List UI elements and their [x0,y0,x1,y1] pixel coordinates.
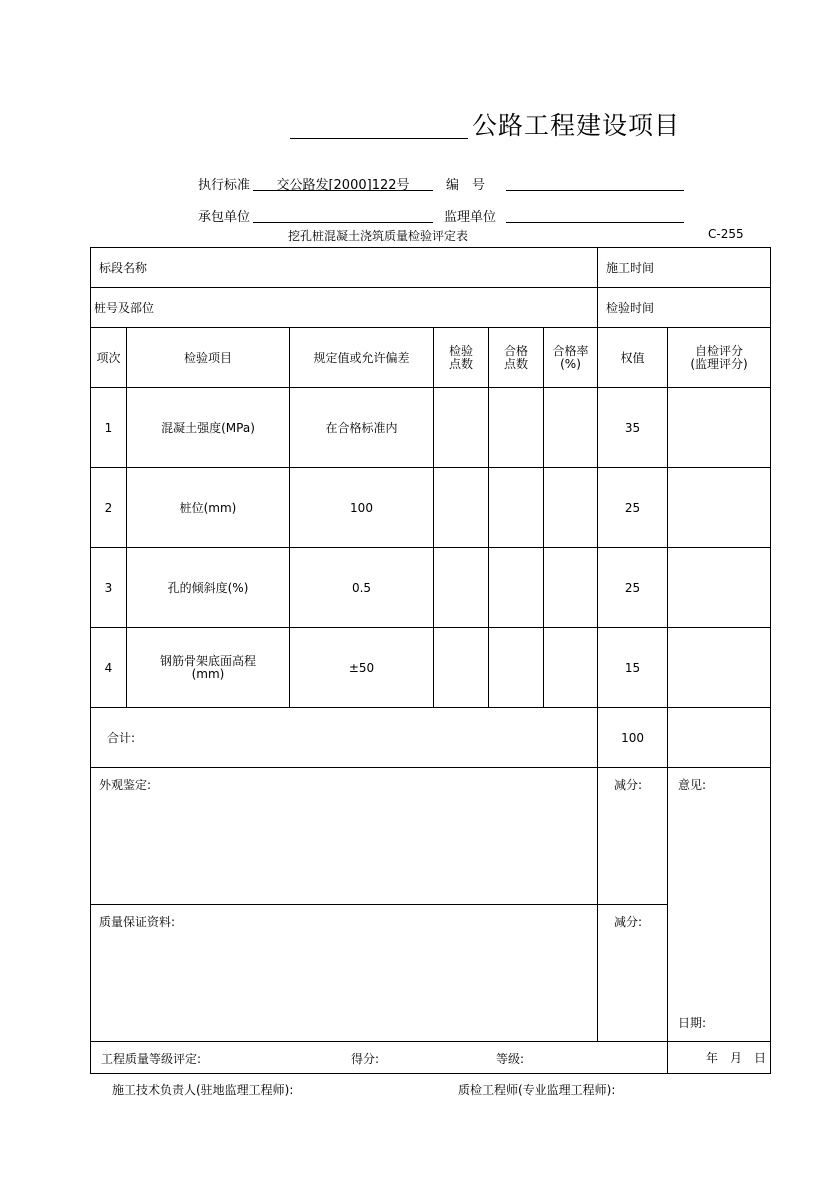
grade-row [91,1042,771,1074]
col-check-points [434,328,489,388]
inspection-time-cell[interactable] [598,288,771,328]
row-item: 混凝土强度(MPa) [127,388,290,468]
col-item-no: 项次 [91,328,127,388]
contractor-label: 承包单位 [198,210,251,225]
quality-docs-label: 质量保证资料: [99,915,176,929]
appearance-cell[interactable] [91,768,598,905]
pile-cell[interactable] [91,288,598,328]
row-pass-rate-cell[interactable] [544,548,598,628]
col-inspection-item: 检验项目 [127,328,290,388]
pile-row [91,288,771,328]
table-row [91,548,771,628]
col-pass-rate [544,328,598,388]
row-pass-rate-cell[interactable] [544,388,598,468]
row-no: 3 [91,548,127,628]
grade-label: 等级: [496,1052,525,1066]
row-item: 桩位(mm) [127,468,290,548]
date-label: 日期: [678,1016,707,1030]
section-row [91,248,771,288]
column-header-row [91,328,771,388]
row-check-points-cell[interactable] [434,388,489,468]
row-pass-points-cell[interactable] [489,548,544,628]
quality-docs-cell[interactable] [91,905,598,1042]
col-pass-rate-line2: (%) [560,356,581,371]
col-self-score-line2: (监理评分) [690,356,748,371]
row-item-line1: 钢筋骨架底面高程 [159,653,256,668]
row-self-score-cell[interactable] [668,628,771,708]
row-check-points-cell[interactable] [434,628,489,708]
row-no: 4 [91,628,127,708]
row-weight: 15 [598,628,668,708]
col-self-score-line1: 自检评分 [695,343,744,358]
title-area [0,104,838,144]
pile-label: 桩号及部位 [94,301,155,315]
col-pass-points-line2: 点数 [503,356,528,371]
row-weight: 35 [598,388,668,468]
supervisor-field[interactable] [506,222,684,223]
opinion-cell[interactable] [668,768,771,1042]
inspection-time-label: 检验时间 [606,301,655,315]
ymd-cell[interactable] [668,1042,771,1074]
row-pass-points-cell[interactable] [489,628,544,708]
ymd-label: 年 月 日 [706,1051,767,1065]
row-check-points-cell[interactable] [434,548,489,628]
total-score-cell[interactable] [668,708,771,768]
opinion-label: 意见: [678,778,707,792]
row-weight: 25 [598,548,668,628]
col-check-points-line1: 检验 [448,343,473,358]
total-row [91,708,771,768]
row-self-score-cell[interactable] [668,388,771,468]
grade-eval-label: 工程质量等级评定: [101,1052,202,1066]
row-no: 1 [91,388,127,468]
form-code: C-255 [708,227,744,241]
row-self-score-cell[interactable] [668,548,771,628]
row-weight: 25 [598,468,668,548]
inspection-table [90,247,771,1074]
appearance-label: 外观鉴定: [99,778,152,792]
total-label-cell [91,708,598,768]
total-weight: 100 [598,708,668,768]
row-item-line2: (mm) [191,666,225,681]
row-spec: 100 [290,468,434,548]
exec-std-label: 执行标准 [198,178,251,193]
table-row [91,628,771,708]
total-label: 合计: [107,731,136,745]
row-no: 2 [91,468,127,548]
contractor-field[interactable] [253,222,433,223]
deduct-cell-1[interactable] [598,768,668,905]
row-pass-points-cell[interactable] [489,468,544,548]
project-name-blank[interactable] [290,138,468,139]
form-title: 挖孔桩混凝土浇筑质量检验评定表 [288,229,469,243]
qc-engineer-signature: 质检工程师(专业监理工程师): [458,1083,616,1097]
table-row [91,388,771,468]
row-item [127,628,290,708]
table-row [91,468,771,548]
row-spec: 在合格标准内 [290,388,434,468]
col-pass-points [489,328,544,388]
grade-eval-cell[interactable] [91,1042,668,1074]
row-spec: ±50 [290,628,434,708]
row-spec: 0.5 [290,548,434,628]
score-label: 得分: [351,1052,380,1066]
exec-std-value: 交公路发[2000]122号 [276,178,410,193]
number-field[interactable] [506,190,684,191]
appearance-row [91,768,771,905]
row-pass-rate-cell[interactable] [544,468,598,548]
deduct-label-1: 减分: [614,778,643,792]
number-label: 编 号 [446,178,486,193]
row-pass-points-cell[interactable] [489,388,544,468]
tech-lead-signature: 施工技术负责人(驻地监理工程师): [112,1083,294,1097]
deduct-label-2: 减分: [614,915,643,929]
col-pass-rate-line1: 合格率 [552,343,589,358]
construction-time-label: 施工时间 [606,261,655,275]
supervisor-label: 监理单位 [444,210,497,225]
col-pass-points-line1: 合格 [503,343,528,358]
col-weight: 权值 [598,328,668,388]
construction-time-cell[interactable] [598,248,771,288]
col-check-points-line2: 点数 [448,356,473,371]
row-check-points-cell[interactable] [434,468,489,548]
row-pass-rate-cell[interactable] [544,628,598,708]
page-title: 公路工程建设项目 [472,111,681,140]
col-spec: 规定值或允许偏差 [290,328,434,388]
col-self-score [668,328,771,388]
section-name-label: 标段名称 [99,261,148,275]
row-item: 孔的倾斜度(%) [127,548,290,628]
row-self-score-cell[interactable] [668,468,771,548]
section-name-cell[interactable] [91,248,598,288]
deduct-cell-2[interactable] [598,905,668,1042]
